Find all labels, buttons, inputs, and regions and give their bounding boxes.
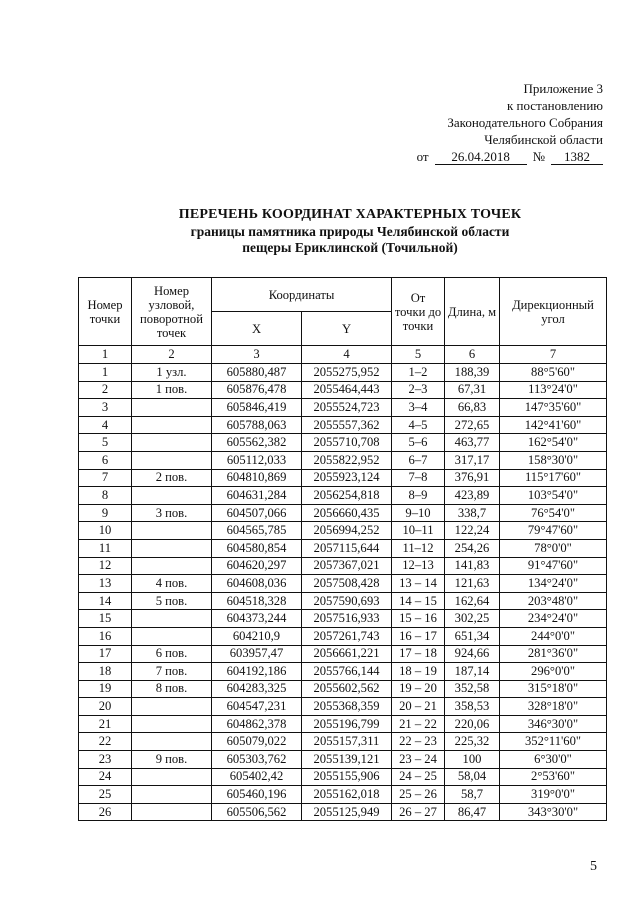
y-coordinate-cell: 2055557,362 — [302, 416, 392, 434]
x-coordinate-cell: 604507,066 — [212, 504, 302, 522]
point-number-cell: 23 — [79, 751, 132, 769]
point-number-cell: 1 — [79, 364, 132, 382]
number-label: № — [532, 149, 545, 164]
node-type-cell: 1 узл. — [132, 364, 212, 382]
length-cell: 423,89 — [445, 487, 500, 505]
azimuth-cell: 113°24'0" — [500, 381, 607, 399]
table-row — [79, 399, 607, 417]
page-number: 5 — [590, 859, 597, 874]
node-type-cell: 6 пов. — [132, 645, 212, 663]
segment-cell: 1–2 — [392, 364, 445, 382]
resolution-number: 1382 — [551, 150, 603, 165]
length-cell: 58,7 — [445, 786, 500, 804]
column-number: 4 — [302, 346, 392, 364]
azimuth-cell: 115°17'60" — [500, 469, 607, 487]
x-coordinate-cell: 605079,022 — [212, 733, 302, 751]
length-cell: 358,53 — [445, 698, 500, 716]
segment-cell: 15 – 16 — [392, 610, 445, 628]
table-row — [79, 504, 607, 522]
x-coordinate-cell: 604547,231 — [212, 698, 302, 716]
table-row — [79, 786, 607, 804]
segment-cell: 26 – 27 — [392, 803, 445, 821]
length-cell: 141,83 — [445, 557, 500, 575]
node-type-cell — [132, 786, 212, 804]
y-coordinate-cell: 2056661,221 — [302, 645, 392, 663]
table-row — [79, 733, 607, 751]
column-number: 5 — [392, 346, 445, 364]
table-row — [79, 592, 607, 610]
x-coordinate-cell: 604631,284 — [212, 487, 302, 505]
title-line-1: ПЕРЕЧЕНЬ КООРДИНАТ ХАРАКТЕРНЫХ ТОЧЕК — [178, 207, 522, 222]
table-row — [79, 803, 607, 821]
point-number-cell: 7 — [79, 469, 132, 487]
x-coordinate-cell: 604192,186 — [212, 663, 302, 681]
column-number: 2 — [132, 346, 212, 364]
length-cell: 188,39 — [445, 364, 500, 382]
point-number-cell: 26 — [79, 803, 132, 821]
node-type-cell: 4 пов. — [132, 575, 212, 593]
point-number-cell: 17 — [79, 645, 132, 663]
point-number-cell: 2 — [79, 381, 132, 399]
segment-cell: 3–4 — [392, 399, 445, 417]
y-coordinate-cell: 2055155,906 — [302, 768, 392, 786]
azimuth-cell: 343°30'0" — [500, 803, 607, 821]
node-type-cell — [132, 522, 212, 540]
azimuth-cell: 346°30'0" — [500, 715, 607, 733]
segment-cell: 5–6 — [392, 434, 445, 452]
azimuth-cell: 88°5'60" — [500, 364, 607, 382]
azimuth-cell: 2°53'60" — [500, 768, 607, 786]
header-point-number: Номер точки — [79, 278, 132, 346]
y-coordinate-cell: 2055923,124 — [302, 469, 392, 487]
length-cell: 100 — [445, 751, 500, 769]
node-type-cell — [132, 539, 212, 557]
length-cell: 302,25 — [445, 610, 500, 628]
azimuth-cell: 142°41'60" — [500, 416, 607, 434]
annex-title: Приложение 3 — [523, 81, 603, 96]
node-type-cell: 9 пов. — [132, 751, 212, 769]
column-number: 3 — [212, 346, 302, 364]
node-type-cell — [132, 434, 212, 452]
segment-cell: 8–9 — [392, 487, 445, 505]
point-number-cell: 15 — [79, 610, 132, 628]
table-row — [79, 469, 607, 487]
azimuth-cell: 103°54'0" — [500, 487, 607, 505]
title-line-3: пещеры Ериклинской (Точильной) — [242, 240, 458, 255]
table-row — [79, 434, 607, 452]
azimuth-cell: 147°35'60" — [500, 399, 607, 417]
column-number: 1 — [79, 346, 132, 364]
y-coordinate-cell: 2055196,799 — [302, 715, 392, 733]
node-type-cell: 2 пов. — [132, 469, 212, 487]
node-type-cell — [132, 627, 212, 645]
table-row — [79, 522, 607, 540]
node-type-cell — [132, 803, 212, 821]
azimuth-cell: 78°0'0" — [500, 539, 607, 557]
node-type-cell — [132, 399, 212, 417]
y-coordinate-cell: 2057367,021 — [302, 557, 392, 575]
segment-cell: 25 – 26 — [392, 786, 445, 804]
x-coordinate-cell: 605788,063 — [212, 416, 302, 434]
azimuth-cell: 91°47'60" — [500, 557, 607, 575]
x-coordinate-cell: 605562,382 — [212, 434, 302, 452]
y-coordinate-cell: 2057590,693 — [302, 592, 392, 610]
azimuth-cell: 281°36'0" — [500, 645, 607, 663]
azimuth-cell: 134°24'0" — [500, 575, 607, 593]
x-coordinate-cell: 604862,378 — [212, 715, 302, 733]
x-coordinate-cell: 605460,196 — [212, 786, 302, 804]
length-cell: 376,91 — [445, 469, 500, 487]
segment-cell: 10–11 — [392, 522, 445, 540]
table-row — [79, 663, 607, 681]
table-row — [79, 381, 607, 399]
y-coordinate-cell: 2055464,443 — [302, 381, 392, 399]
resolution-date: 26.04.2018 — [435, 150, 527, 165]
node-type-cell — [132, 768, 212, 786]
node-type-cell — [132, 487, 212, 505]
length-cell: 162,64 — [445, 592, 500, 610]
azimuth-cell: 6°30'0" — [500, 751, 607, 769]
point-number-cell: 13 — [79, 575, 132, 593]
node-type-cell — [132, 698, 212, 716]
y-coordinate-cell: 2055368,359 — [302, 698, 392, 716]
point-number-cell: 20 — [79, 698, 132, 716]
y-coordinate-cell: 2055139,121 — [302, 751, 392, 769]
header-x: X — [212, 312, 302, 346]
segment-cell: 6–7 — [392, 451, 445, 469]
table-row — [79, 680, 607, 698]
table-row — [79, 557, 607, 575]
segment-cell: 9–10 — [392, 504, 445, 522]
segment-cell: 24 – 25 — [392, 768, 445, 786]
length-cell: 122,24 — [445, 522, 500, 540]
segment-cell: 21 – 22 — [392, 715, 445, 733]
length-cell: 317,17 — [445, 451, 500, 469]
point-number-cell: 9 — [79, 504, 132, 522]
node-type-cell: 3 пов. — [132, 504, 212, 522]
length-cell: 924,66 — [445, 645, 500, 663]
column-number: 7 — [500, 346, 607, 364]
table-row — [79, 627, 607, 645]
table-row — [79, 364, 607, 382]
azimuth-cell: 319°0'0" — [500, 786, 607, 804]
coordinates-table — [78, 277, 607, 821]
node-type-cell — [132, 451, 212, 469]
table-row — [79, 698, 607, 716]
azimuth-cell: 296°0'0" — [500, 663, 607, 681]
length-cell: 86,47 — [445, 803, 500, 821]
y-coordinate-cell: 2057516,933 — [302, 610, 392, 628]
segment-cell: 20 – 21 — [392, 698, 445, 716]
node-type-cell — [132, 557, 212, 575]
azimuth-cell: 234°24'0" — [500, 610, 607, 628]
point-number-cell: 3 — [79, 399, 132, 417]
table-row — [79, 645, 607, 663]
length-cell: 67,31 — [445, 381, 500, 399]
length-cell: 121,63 — [445, 575, 500, 593]
azimuth-cell: 162°54'0" — [500, 434, 607, 452]
y-coordinate-cell: 2055275,952 — [302, 364, 392, 382]
header-from-to: От точки до точки — [392, 278, 445, 346]
table-row — [79, 575, 607, 593]
segment-cell: 4–5 — [392, 416, 445, 434]
annex-line-assembly: Законодательного Собрания — [447, 115, 603, 130]
table-row — [79, 610, 607, 628]
length-cell: 352,58 — [445, 680, 500, 698]
table-row — [79, 539, 607, 557]
point-number-cell: 16 — [79, 627, 132, 645]
x-coordinate-cell: 605880,487 — [212, 364, 302, 382]
x-coordinate-cell: 605402,42 — [212, 768, 302, 786]
point-number-cell: 25 — [79, 786, 132, 804]
point-number-cell: 21 — [79, 715, 132, 733]
length-cell: 272,65 — [445, 416, 500, 434]
x-coordinate-cell: 605506,562 — [212, 803, 302, 821]
segment-cell: 18 – 19 — [392, 663, 445, 681]
from-label: от — [416, 149, 429, 164]
segment-cell: 16 – 17 — [392, 627, 445, 645]
x-coordinate-cell: 605876,478 — [212, 381, 302, 399]
x-coordinate-cell: 604580,854 — [212, 539, 302, 557]
node-type-cell: 8 пов. — [132, 680, 212, 698]
node-type-cell — [132, 416, 212, 434]
length-cell: 254,26 — [445, 539, 500, 557]
segment-cell: 23 – 24 — [392, 751, 445, 769]
header-node-number: Номер узловой, поворотной точек — [132, 278, 212, 346]
header-length: Длина, м — [445, 278, 500, 346]
y-coordinate-cell: 2055157,311 — [302, 733, 392, 751]
point-number-cell: 22 — [79, 733, 132, 751]
node-type-cell — [132, 610, 212, 628]
length-cell: 463,77 — [445, 434, 500, 452]
table-row — [79, 715, 607, 733]
azimuth-cell: 203°48'0" — [500, 592, 607, 610]
point-number-cell: 5 — [79, 434, 132, 452]
header-azimuth: Дирекционный угол — [500, 278, 607, 346]
x-coordinate-cell: 605846,419 — [212, 399, 302, 417]
y-coordinate-cell: 2056254,818 — [302, 487, 392, 505]
annex-line-resolution: к постановлению — [506, 98, 603, 113]
azimuth-cell: 352°11'60" — [500, 733, 607, 751]
point-number-cell: 12 — [79, 557, 132, 575]
x-coordinate-cell: 603957,47 — [212, 645, 302, 663]
node-type-cell: 1 пов. — [132, 381, 212, 399]
x-coordinate-cell: 605112,033 — [212, 451, 302, 469]
azimuth-cell: 76°54'0" — [500, 504, 607, 522]
segment-cell: 22 – 23 — [392, 733, 445, 751]
y-coordinate-cell: 2055710,708 — [302, 434, 392, 452]
table-row — [79, 751, 607, 769]
x-coordinate-cell: 604210,9 — [212, 627, 302, 645]
header-coordinates: Координаты — [212, 278, 392, 312]
point-number-cell: 14 — [79, 592, 132, 610]
node-type-cell: 5 пов. — [132, 592, 212, 610]
point-number-cell: 24 — [79, 768, 132, 786]
x-coordinate-cell: 604518,328 — [212, 592, 302, 610]
x-coordinate-cell: 604608,036 — [212, 575, 302, 593]
y-coordinate-cell: 2055602,562 — [302, 680, 392, 698]
length-cell: 338,7 — [445, 504, 500, 522]
point-number-cell: 19 — [79, 680, 132, 698]
length-cell: 225,32 — [445, 733, 500, 751]
point-number-cell: 6 — [79, 451, 132, 469]
length-cell: 220,06 — [445, 715, 500, 733]
segment-cell: 13 – 14 — [392, 575, 445, 593]
segment-cell: 19 – 20 — [392, 680, 445, 698]
header-y: Y — [302, 312, 392, 346]
segment-cell: 11–12 — [392, 539, 445, 557]
x-coordinate-cell: 604373,244 — [212, 610, 302, 628]
point-number-cell: 8 — [79, 487, 132, 505]
y-coordinate-cell: 2055162,018 — [302, 786, 392, 804]
node-type-cell: 7 пов. — [132, 663, 212, 681]
node-type-cell — [132, 715, 212, 733]
azimuth-cell: 315°18'0" — [500, 680, 607, 698]
x-coordinate-cell: 605303,762 — [212, 751, 302, 769]
y-coordinate-cell: 2055822,952 — [302, 451, 392, 469]
table-row — [79, 768, 607, 786]
y-coordinate-cell: 2055524,723 — [302, 399, 392, 417]
y-coordinate-cell: 2055125,949 — [302, 803, 392, 821]
x-coordinate-cell: 604565,785 — [212, 522, 302, 540]
title-line-2: границы памятника природы Челябинской области — [190, 223, 510, 239]
azimuth-cell: 79°47'60" — [500, 522, 607, 540]
length-cell: 651,34 — [445, 627, 500, 645]
segment-cell: 12–13 — [392, 557, 445, 575]
x-coordinate-cell: 604620,297 — [212, 557, 302, 575]
y-coordinate-cell: 2055766,144 — [302, 663, 392, 681]
segment-cell: 7–8 — [392, 469, 445, 487]
segment-cell: 2–3 — [392, 381, 445, 399]
column-number-row — [79, 346, 607, 364]
annex-registration-line — [343, 148, 603, 165]
column-number: 6 — [445, 346, 500, 364]
length-cell: 66,83 — [445, 399, 500, 417]
y-coordinate-cell: 2057508,428 — [302, 575, 392, 593]
azimuth-cell: 244°0'0" — [500, 627, 607, 645]
annex-line-region: Челябинской области — [484, 132, 603, 147]
azimuth-cell: 158°30'0" — [500, 451, 607, 469]
table-row — [79, 451, 607, 469]
y-coordinate-cell: 2056660,435 — [302, 504, 392, 522]
x-coordinate-cell: 604283,325 — [212, 680, 302, 698]
table-row — [79, 416, 607, 434]
segment-cell: 17 – 18 — [392, 645, 445, 663]
length-cell: 187,14 — [445, 663, 500, 681]
table-row — [79, 487, 607, 505]
y-coordinate-cell: 2057261,743 — [302, 627, 392, 645]
azimuth-cell: 328°18'0" — [500, 698, 607, 716]
point-number-cell: 18 — [79, 663, 132, 681]
annex-block — [343, 80, 603, 165]
length-cell: 58,04 — [445, 768, 500, 786]
point-number-cell: 11 — [79, 539, 132, 557]
x-coordinate-cell: 604810,869 — [212, 469, 302, 487]
node-type-cell — [132, 733, 212, 751]
segment-cell: 14 – 15 — [392, 592, 445, 610]
y-coordinate-cell: 2057115,644 — [302, 539, 392, 557]
point-number-cell: 4 — [79, 416, 132, 434]
point-number-cell: 10 — [79, 522, 132, 540]
y-coordinate-cell: 2056994,252 — [302, 522, 392, 540]
document-title — [0, 207, 640, 257]
